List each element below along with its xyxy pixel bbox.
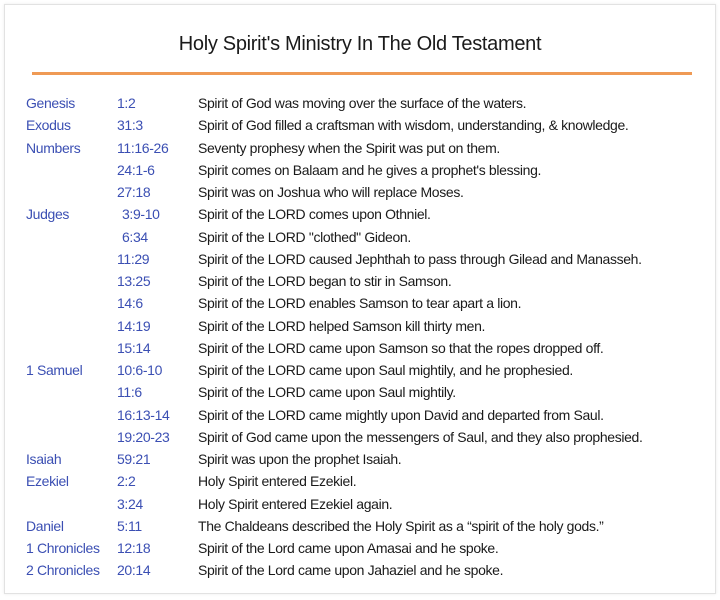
list-item (5, 93, 715, 115)
verse-reference[interactable]: 11:29 (117, 250, 150, 267)
verse-reference[interactable]: 59:21 (117, 451, 151, 467)
book-name[interactable]: Exodus (26, 117, 71, 134)
book-name[interactable]: 2 Chronicles (26, 562, 100, 579)
verse-reference[interactable]: 11:16-26 (117, 139, 169, 156)
verse-reference[interactable]: 6:34 (122, 228, 148, 245)
description: Spirit of the LORD began to stir in Samson. (198, 273, 452, 289)
description: Spirit of the LORD came mightly upon David and departed from Saul. (198, 406, 604, 423)
verse-reference[interactable]: 12:18 (117, 540, 151, 556)
list-item (5, 160, 715, 182)
list-item (5, 471, 715, 493)
list-item (5, 360, 715, 382)
list-item (5, 271, 715, 293)
list-item (5, 115, 715, 137)
list-item (5, 204, 715, 226)
verse-reference[interactable]: 24:1-6 (117, 161, 155, 178)
verse-reference[interactable]: 3:24 (117, 495, 143, 512)
description: Spirit of the LORD enables Samson to tear apart a lion. (198, 295, 522, 312)
description: Spirit of the Lord came upon Jahaziel and he spoke. (198, 562, 504, 579)
list-item (5, 293, 715, 315)
list-item (5, 405, 715, 427)
verse-reference[interactable]: 15:14 (117, 339, 151, 356)
description: Holy Spirit entered Ezekiel. (198, 473, 357, 490)
book-name[interactable]: Numbers (26, 139, 81, 156)
list-item (5, 382, 715, 404)
list-item (5, 227, 715, 249)
verse-reference[interactable]: 10:6-10 (117, 362, 163, 378)
page-title: Holy Spirit's Ministry In The Old Testament (178, 33, 542, 55)
description: Seventy prophesy when the Spirit was put on them. (198, 139, 500, 156)
list-item (5, 449, 715, 471)
book-name[interactable]: 1 Samuel (26, 362, 83, 378)
verse-reference[interactable]: 5:11 (117, 517, 142, 534)
verse-reference[interactable]: 13:25 (117, 273, 151, 289)
description: Spirit was upon the prophet Isaiah. (198, 451, 402, 467)
verse-reference[interactable]: 14:6 (117, 295, 143, 312)
verse-reference[interactable]: 16:13-14 (117, 406, 170, 423)
book-name[interactable]: Isaiah (26, 451, 62, 467)
title-divider (32, 72, 692, 75)
description: Spirit of God came upon the messengers of Saul, and they also prophesied. (198, 428, 643, 445)
list-item (5, 516, 715, 538)
document-card (4, 4, 716, 594)
description: Spirit of the LORD caused Jephthah to pass through Gilead and Manasseh. (198, 250, 642, 267)
description: Spirit comes on Balaam and he gives a prophet's blessing. (198, 161, 542, 178)
description: Spirit of the LORD helped Samson kill thirty men. (198, 317, 486, 334)
list-item (5, 338, 715, 360)
verse-reference[interactable]: 27:18 (117, 184, 151, 200)
book-name[interactable]: Judges (26, 206, 70, 223)
book-name[interactable]: Genesis (26, 95, 75, 111)
description: Spirit of the LORD "clothed" Gideon. (198, 228, 411, 245)
verse-reference[interactable]: 31:3 (117, 117, 143, 134)
description: The Chaldeans described the Holy Spirit as a “spirit of the holy gods.” (198, 517, 604, 534)
list-item (5, 560, 715, 582)
description: Spirit of God was moving over the surface of the waters. (198, 95, 527, 111)
list-item (5, 138, 715, 160)
list-item (5, 316, 715, 338)
list-item (5, 538, 715, 560)
book-name[interactable]: Ezekiel (26, 473, 69, 490)
list-item (5, 249, 715, 271)
description: Spirit of the Lord came upon Amasai and he spoke. (198, 540, 499, 556)
verse-reference[interactable]: 1:2 (117, 95, 136, 111)
list-item (5, 427, 715, 449)
verse-reference[interactable]: 14:19 (117, 317, 151, 334)
book-name[interactable]: 1 Chronicles (26, 540, 100, 556)
verse-reference[interactable]: 3:9-10 (122, 206, 160, 223)
verse-reference[interactable]: 2:2 (117, 473, 136, 490)
description: Spirit of the LORD came upon Saul mightily, and he prophesied. (198, 362, 573, 378)
verse-reference[interactable]: 19:20-23 (117, 428, 170, 445)
verse-reference[interactable]: 20:14 (117, 562, 151, 579)
list-item (5, 182, 715, 204)
description: Spirit of the LORD came upon Saul mightily. (198, 384, 456, 401)
scripture-list (5, 93, 715, 583)
book-name[interactable]: Daniel (26, 517, 64, 534)
description: Spirit was on Joshua who will replace Moses. (198, 184, 464, 200)
description: Spirit of God filled a craftsman with wisdom, understanding, & knowledge. (198, 117, 629, 134)
verse-reference[interactable]: 11:6 (117, 384, 142, 401)
description: Spirit of the LORD comes upon Othniel. (198, 206, 431, 223)
description: Spirit of the LORD came upon Samson so that the ropes dropped off. (198, 339, 604, 356)
description: Holy Spirit entered Ezekiel again. (198, 495, 393, 512)
list-item (5, 494, 715, 516)
